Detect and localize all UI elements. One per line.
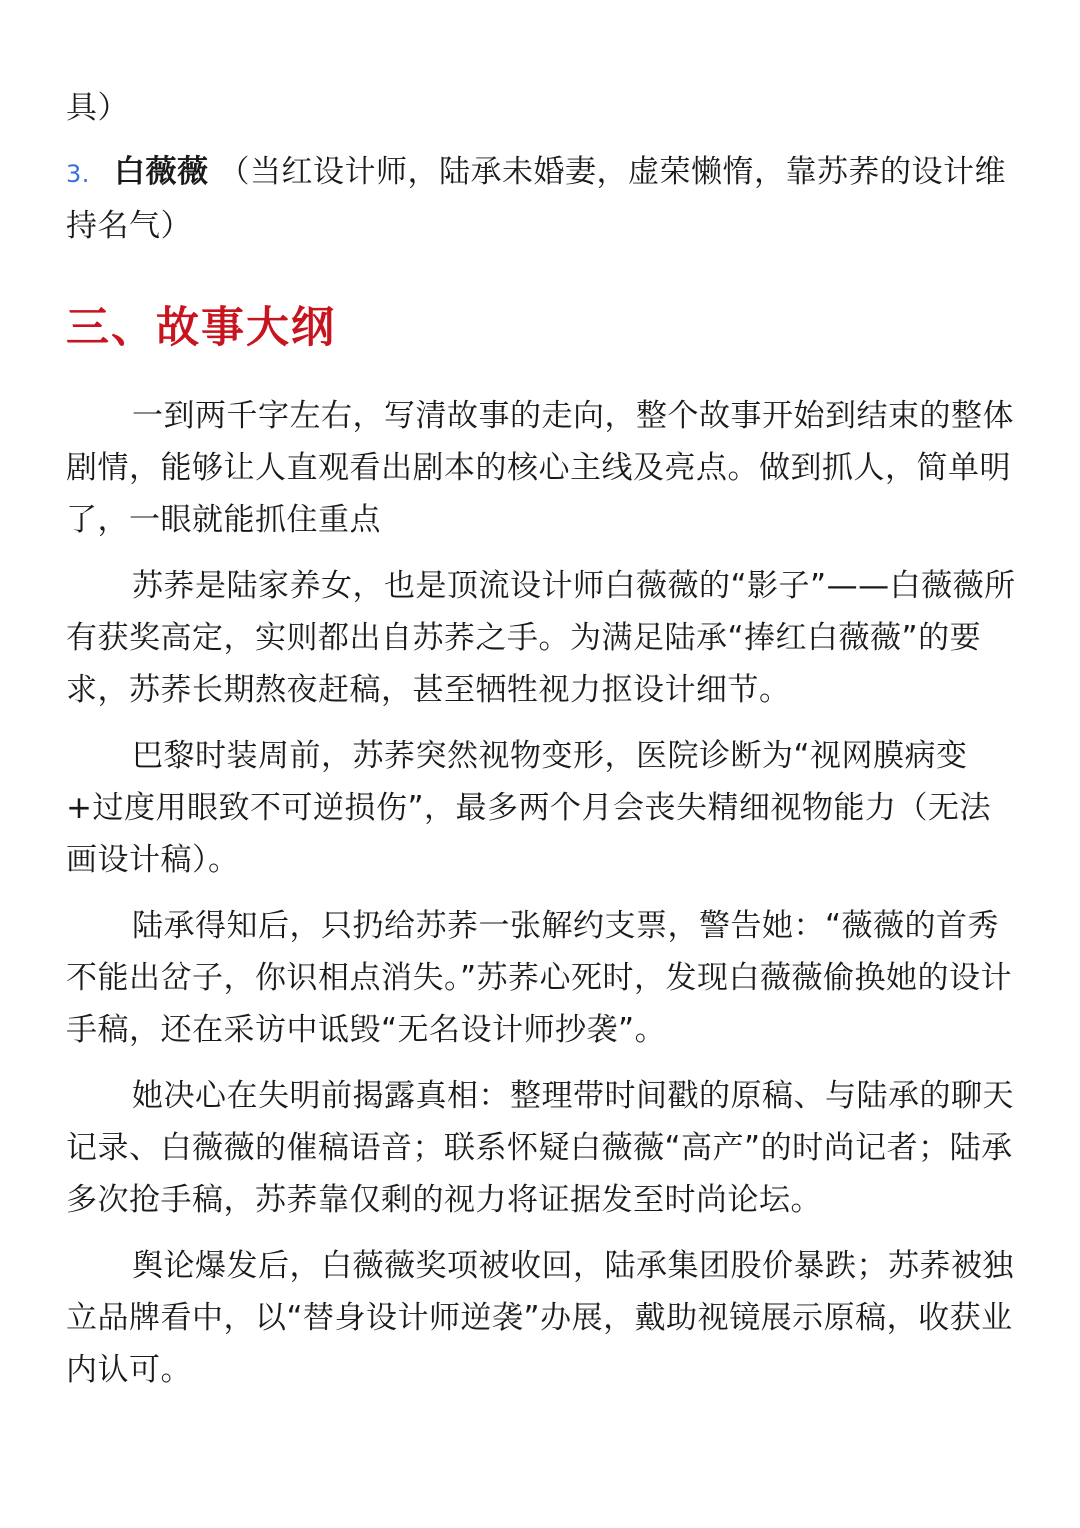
story-outline (66, 390, 1016, 1396)
character-list-item (66, 146, 1016, 252)
paragraph: 苏荞是陆家养女，也是顶流设计师白薇薇的“影子”——白薇薇所有获奖高定，实则都出自苏荞之手。为满足陆承“捧红白薇薇”的要求，苏荞长期熬夜赶稿，甚至牺牲视力抠设计细节。 (66, 568, 1016, 708)
paragraph: 巴黎时装周前，苏荞突然视物变形，医院诊断为“视网膜病变+过度用眼致不可逆损伤”，最多两个月会丧失精细视物能力（无法画设计稿）。 (66, 738, 992, 878)
paragraph: 她决心在失明前揭露真相：整理带时间戳的原稿、与陆承的聊天记录、白薇薇的催稿语音；联系怀疑白薇薇“高产”的时尚记者；陆承多次抢手稿，苏荞靠仅剩的视力将证据发至时尚论坛。 (66, 1078, 1014, 1218)
paragraph: 陆承得知后，只扔给苏荞一张解约支票，警告她：“薇薇的首秀不能出岔子，你识相点消失。”苏荞心死时，发现白薇薇偷换她的设计手稿，还在采访中诋毁“无名设计师抄袭”。 (66, 908, 1013, 1048)
character-name: 白薇薇 (114, 154, 209, 190)
section-heading: 三、故事大纲 (66, 303, 336, 353)
list-number: 3. (66, 160, 90, 188)
paragraph: 舆论爆发后，白薇薇奖项被收回，陆承集团股价暴跌；苏荞被独立品牌看中，以“替身设计师逆袭”办展，戴助视镜展示原稿，收获业内认可。 (66, 1248, 1014, 1388)
character-entry (66, 146, 1016, 252)
character-description: （当红设计师，陆承未婚妻，虚荣懒惰，靠苏荞的设计维持名气） (66, 154, 1006, 244)
continued-text: 具） (66, 90, 129, 126)
paragraph: 一到两千字左右，写清故事的走向，整个故事开始到结束的整体剧情，能够让人直观看出剧本的核心主线及亮点。做到抓人，简单明了，一眼就能抓住重点 (66, 398, 1014, 538)
document-page (66, 82, 1016, 1410)
